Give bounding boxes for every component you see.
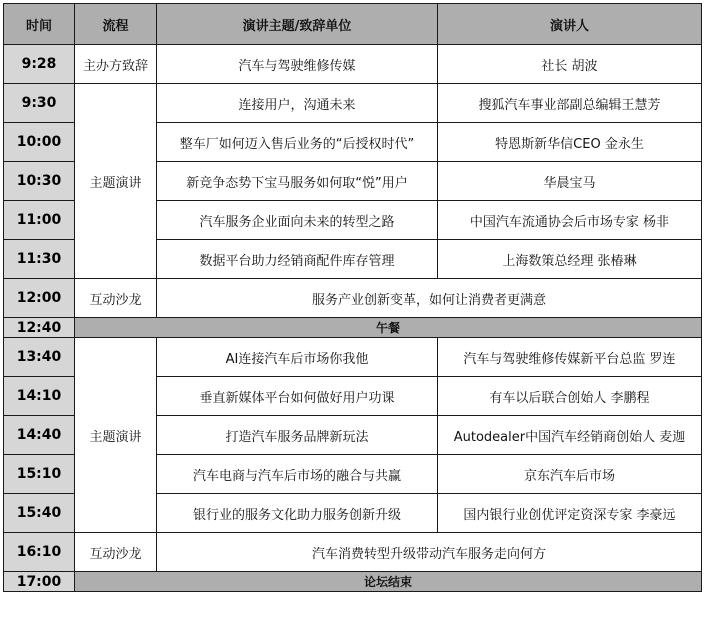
topic-cell: 新竞争态势下宝马服务如何取“悦”用户	[157, 162, 438, 201]
time-cell: 16:10	[4, 533, 75, 572]
topic-cell: 汽车与驾驶维修传媒	[157, 45, 438, 84]
topic-cell: 汽车消费转型升级带动汽车服务走向何方	[157, 533, 702, 572]
time-cell: 10:00	[4, 123, 75, 162]
speaker-cell: 汽车与驾驶维修传媒新平台总监 罗连	[438, 338, 702, 377]
time-cell: 11:00	[4, 201, 75, 240]
speaker-cell: 华晨宝马	[438, 162, 702, 201]
header-topic: 演讲主题/致辞单位	[157, 4, 438, 45]
header-time: 时间	[4, 4, 75, 45]
closing-row	[4, 572, 702, 592]
time-cell: 14:10	[4, 377, 75, 416]
process-cell: 主办方致辞	[75, 45, 157, 84]
time-cell: 14:40	[4, 416, 75, 455]
topic-cell: 服务产业创新变革，如何让消费者更满意	[157, 279, 702, 318]
table-row	[4, 533, 702, 572]
topic-cell: 打造汽车服务品牌新玩法	[157, 416, 438, 455]
time-cell: 13:40	[4, 338, 75, 377]
speaker-cell: 有车以后联合创始人 李鹏程	[438, 377, 702, 416]
table-row	[4, 45, 702, 84]
speaker-cell: 上海数策总经理 张椿琳	[438, 240, 702, 279]
break-row	[4, 318, 702, 338]
topic-cell: 数据平台助力经销商配件库存管理	[157, 240, 438, 279]
topic-cell: 汽车服务企业面向未来的转型之路	[157, 201, 438, 240]
process-cell: 互动沙龙	[75, 533, 157, 572]
speaker-cell: 特恩斯新华信CEO 金永生	[438, 123, 702, 162]
speaker-cell: 社长 胡波	[438, 45, 702, 84]
process-cell-keynote: 主题演讲	[75, 84, 157, 279]
time-cell: 11:30	[4, 240, 75, 279]
topic-cell: 汽车电商与汽车后市场的融合与共赢	[157, 455, 438, 494]
table-row	[4, 84, 702, 123]
speaker-cell: 搜狐汽车事业部副总编辑王慧芳	[438, 84, 702, 123]
topic-cell: 垂直新媒体平台如何做好用户功课	[157, 377, 438, 416]
lunch-banner: 午餐	[75, 318, 702, 338]
topic-cell: 整车厂如何迈入售后业务的“后授权时代”	[157, 123, 438, 162]
time-cell: 15:10	[4, 455, 75, 494]
table-row	[4, 338, 702, 377]
time-cell: 9:30	[4, 84, 75, 123]
topic-cell: 银行业的服务文化助力服务创新升级	[157, 494, 438, 533]
time-cell: 9:28	[4, 45, 75, 84]
time-cell: 15:40	[4, 494, 75, 533]
table-row	[4, 279, 702, 318]
header-speaker: 演讲人	[438, 4, 702, 45]
speaker-cell: 中国汽车流通协会后市场专家 杨非	[438, 201, 702, 240]
closing-banner: 论坛结束	[75, 572, 702, 592]
agenda-table	[3, 3, 702, 592]
speaker-cell: 京东汽车后市场	[438, 455, 702, 494]
header-process: 流程	[75, 4, 157, 45]
process-cell-keynote: 主题演讲	[75, 338, 157, 533]
process-cell: 互动沙龙	[75, 279, 157, 318]
time-cell: 12:40	[4, 318, 75, 338]
topic-cell: 连接用户，沟通未来	[157, 84, 438, 123]
time-cell: 17:00	[4, 572, 75, 592]
time-cell: 10:30	[4, 162, 75, 201]
speaker-cell: 国内银行业创优评定资深专家 李豪远	[438, 494, 702, 533]
header-row	[4, 4, 702, 45]
time-cell: 12:00	[4, 279, 75, 318]
speaker-cell: Autodealer中国汽车经销商创始人 麦迦	[438, 416, 702, 455]
topic-cell: AI连接汽车后市场你我他	[157, 338, 438, 377]
